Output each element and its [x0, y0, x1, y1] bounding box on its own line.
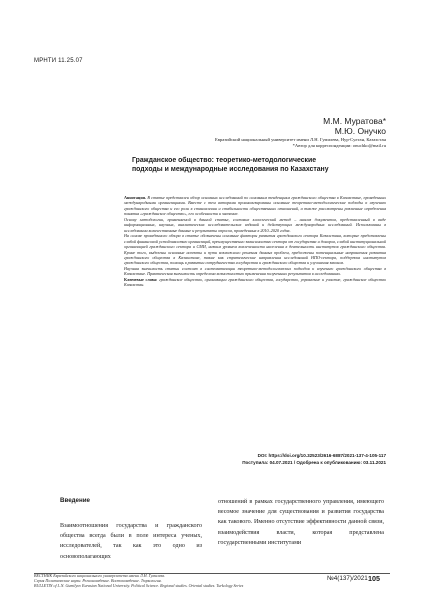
title-line-2: подходы и международные исследования по Казахстану: [132, 166, 329, 173]
abstract-text-1: В статье представлен обзор основных исследований по основным тенденциям гражданского общества в Казахстане, проведенных международными организациями. Вместе с тем авторами проанализированы основные теоретико-методологические подходы к изучению гражданского общества и его роли в становлении и стабильности общественных отношений, а также рассмотрены различные определения понятия «гражданское общество», его особенности и значение.: [124, 195, 386, 217]
intro-heading: Введение: [60, 497, 90, 504]
rubric-code: МРНТИ 11.25.07: [34, 58, 83, 64]
author-second: М.Ю. Онучко: [334, 126, 386, 136]
journal-footer: [34, 574, 302, 589]
doi-block: [242, 453, 386, 466]
footer-line-3: BULLETIN of L.N. Gumilyov Eurasian National University. Political Science. Regional studies. Oriental studies. Turkology Series: [34, 582, 244, 588]
keywords: [124, 277, 386, 288]
affiliation: [101, 137, 386, 149]
keywords-text: гражданское общество, организации гражданского общества, государство, управление и участие, гражданское общество Казахстан.: [124, 276, 386, 288]
footer-line-1: ВЕСТНИК Евразийского национального университета имени Л.Н. Гумилева.: [34, 573, 166, 578]
abstract-paragraph-1: [124, 195, 386, 217]
affiliation-line: Евразийский национальный университет имени Л.Н. Гумилева, Нур-Султан, Казахстан: [214, 137, 386, 142]
article-title: [132, 156, 382, 174]
intro-column-2: [218, 497, 384, 548]
abstract-paragraph-3: На основе проведенного обзора в статье обозначены основные факторы развития гражданского сектора Казахстана, которые представлены слабой финансовой устойчивостью организаций, преимущественно зависимостью сектора от государства и доноров, слабой институциональной организацией гражданского сектора и СМИ, низким уровнем вовлеченности населения в деятельность институтов гражданского общества. Кроме того, выделены основные аспекты и пути возможного решения данных проблем, предложены потенциальные направления развития гражданского общества в Казахстане, такие как стратегические направления исследований НПО-сектора, поддержка институтов гражданского общества, помощь в развитии сотрудничества государства и гражданского общества и улучшения законов.: [124, 233, 386, 266]
doi-link[interactable]: DOI: https://doi.org/10.32523/2616-6887/2021-137-4-105-117: [257, 453, 386, 458]
abstract-label: Аннотация.: [124, 195, 146, 200]
author-first: М.М. Муратова*: [323, 116, 386, 126]
title-line-1: Гражданское общество: теоретико-методологические: [132, 157, 317, 164]
corresponding-author: *Автор для корреспонденции: onuchko@mail.ru: [292, 143, 386, 148]
abstract-paragraph-2: Основу методологии, применяемой в данной статье, составил классический метод – анализ документов, представленный в виде информационных, научных, аналитических исследовательских изданий и действующих международных исследований. Использованы в исследовании количественные данные и результаты опросов, проведенных в 2010–2020 годах.: [124, 216, 386, 233]
abstract: [124, 195, 386, 288]
page-number: 105: [368, 574, 380, 583]
intro-text-col2: отношений в рамках государственного управления, имеющего весомое значение для существования и развития государства как такового. Именно отсутствие эффективности данной связи, взаимодействия власти, которая представлена государственными институтами: [218, 499, 384, 546]
issue-number: №4(137)/2021: [327, 575, 368, 582]
authors: [323, 116, 386, 136]
received-accepted-dates: Поступила: 04.07.2021 / Одобрена к опубликованию: 03.11.2021: [242, 459, 386, 465]
intro-text-col1: Взаимоотношения государства и гражданского общества всегда были в поле интереса ученых, исследователей, так как это одно из основополагающих: [60, 523, 202, 560]
footer-line-2: Серия Политические науки. Регионоведение. Востоковедение. Тюркология.: [34, 577, 162, 583]
abstract-paragraph-4: Научная значимость статьи состоит в систематизации теоретико-методологических подходов к изучению гражданского общества в Казахстане. Практическая значимость определена возможностью применения полученных результатов в исследованиях.: [124, 265, 386, 277]
keywords-label: Ключевые слова:: [124, 276, 158, 282]
intro-column-1: [60, 521, 202, 562]
